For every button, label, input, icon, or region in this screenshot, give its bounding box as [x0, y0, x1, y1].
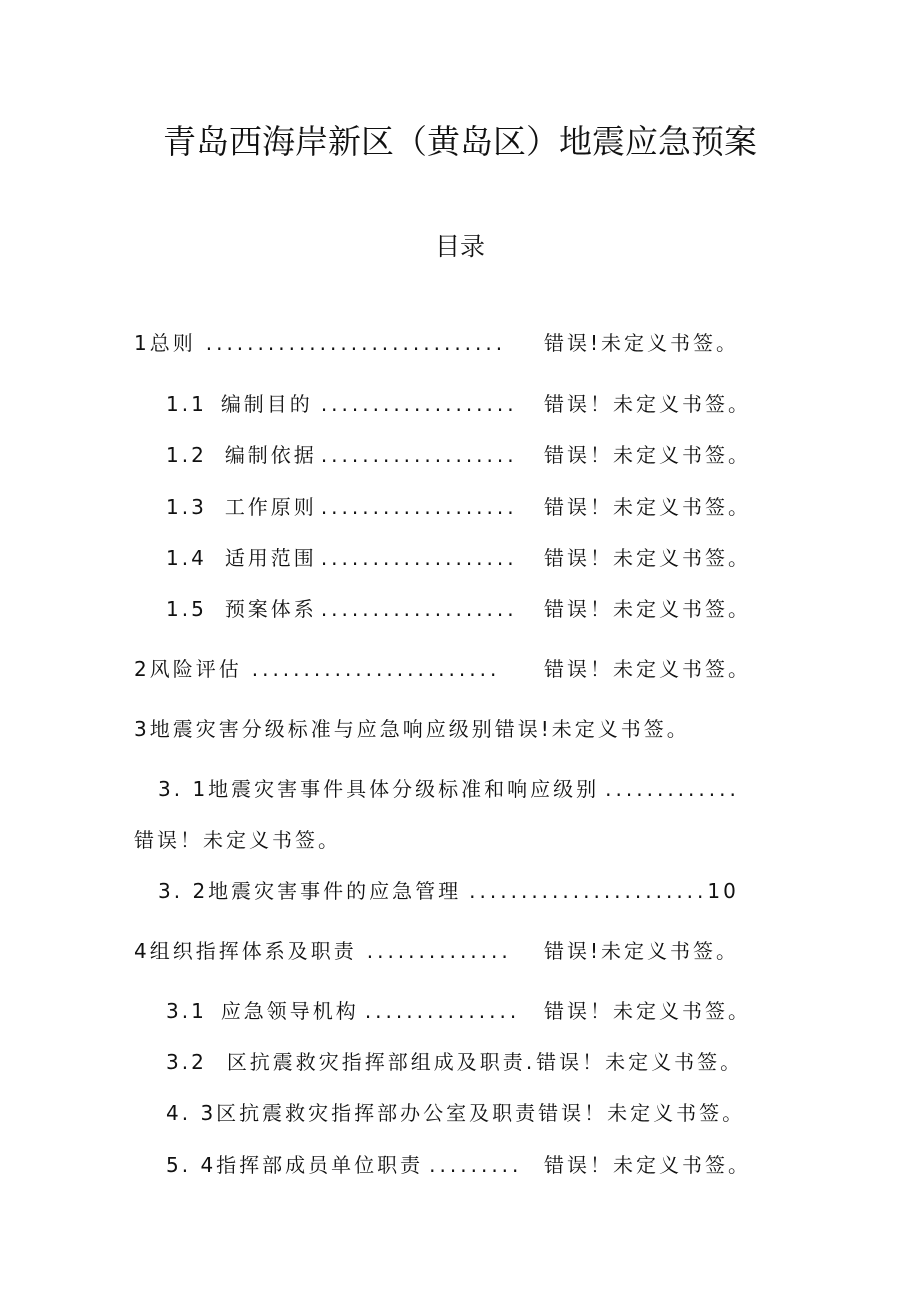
toc-entry-page-ref: 错误！未定义书签。	[544, 546, 751, 570]
toc-entry-leader: ...................	[320, 495, 518, 519]
toc-entry-1-3[interactable]	[166, 492, 751, 522]
toc-entry-page-ref: 错误！未定义书签。	[544, 657, 751, 681]
toc-entry-label: 地震灾害事件具体分级标准和响应级别	[208, 777, 600, 801]
toc-entry-number: 1.3	[166, 495, 207, 519]
toc-entry-leader: ...................	[320, 392, 518, 416]
toc-entry-leader: ...................	[320, 443, 518, 467]
toc-entry-number: 4	[134, 939, 150, 963]
toc-entry-1-4[interactable]	[166, 543, 751, 573]
toc-entry-label: 适用范围	[224, 546, 317, 570]
toc-entry-4-4[interactable]	[166, 1150, 751, 1180]
toc-entry-1-1[interactable]	[166, 389, 751, 419]
toc-entry-leader: .	[525, 1050, 537, 1074]
toc-entry-number: 1	[134, 331, 150, 355]
toc-entry-3[interactable]	[134, 714, 690, 744]
toc-entry-leader: .........	[429, 1153, 523, 1177]
toc-entry-3-1[interactable]	[158, 774, 740, 804]
toc-entry-page-ref: 错误!未定义书签。	[544, 331, 740, 355]
toc-entry-number: 1.4	[166, 546, 207, 570]
toc-entry-label: 预案体系	[224, 597, 317, 621]
toc-entry-1-2[interactable]	[166, 440, 751, 470]
toc-entry-number: 3. 1	[158, 777, 209, 801]
toc-entry-number: 1.2	[166, 443, 207, 467]
toc-entry-number: 5. 4	[166, 1153, 217, 1177]
toc-entry-label: 工作原则	[224, 495, 317, 519]
toc-entry-label: 风险评估	[149, 657, 242, 681]
toc-entry-label: 编制目的	[220, 392, 313, 416]
document-title: 青岛西海岸新区（黄岛区）地震应急预案	[163, 122, 757, 161]
toc-entry-number: 4. 3	[166, 1101, 217, 1125]
toc-entry-3-2[interactable]	[158, 876, 739, 906]
toc-entry-number: 3	[134, 717, 150, 741]
toc-entry-page-ref: 错误！未定义书签。	[544, 392, 751, 416]
toc-entry-leader: ...............	[364, 999, 521, 1023]
toc-entry-number: 3.1	[166, 999, 207, 1023]
toc-entry-page-ref: 错误!未定义书签。	[544, 939, 740, 963]
toc-entry-label: 编制依据	[224, 443, 317, 467]
toc-entry-4[interactable]	[134, 936, 740, 966]
toc-entry-number: 1.1	[166, 392, 207, 416]
toc-entry-label: 地震灾害事件的应急管理	[208, 879, 462, 903]
toc-entry-label: 应急领导机构	[220, 999, 359, 1023]
toc-entry-leader: ...................	[320, 597, 518, 621]
toc-entry-page-ref: 错误！未定义书签。	[544, 443, 751, 467]
toc-entry-leader: .......................	[469, 879, 708, 903]
toc-entry-page-ref: 错误！未定义书签。	[544, 1153, 751, 1177]
toc-entry-leader: .............................	[205, 331, 507, 355]
toc-entry-leader: ........................	[251, 657, 501, 681]
toc-entry-label: 总则	[149, 331, 196, 355]
toc-entry-page-ref: 错误！未定义书签。	[536, 1050, 744, 1074]
toc-entry-number: 2	[134, 657, 150, 681]
toc-entry-page-ref: 错误！未定义书签。	[544, 597, 751, 621]
toc-entry-leader: ..............	[366, 939, 512, 963]
toc-entry-4-2[interactable]	[166, 1047, 743, 1077]
toc-entry-leader: .............	[605, 777, 740, 801]
toc-entry-page-ref: 错误！未定义书签。	[544, 999, 751, 1023]
toc-entry-2[interactable]	[134, 654, 751, 684]
toc-entry-label: 地震灾害分级标准与应急响应级别	[149, 717, 495, 741]
toc-entry-3-1-page-ref[interactable]: 错误！未定义书签。	[134, 828, 341, 852]
toc-entry-label: 组织指挥体系及职责	[149, 939, 357, 963]
toc-entry-1[interactable]	[134, 328, 740, 358]
toc-entry-page-ref: 错误！未定义书签。	[538, 1101, 746, 1125]
toc-entry-1-5[interactable]	[166, 594, 751, 624]
toc-entry-number: 1.5	[166, 597, 207, 621]
toc-entry-label: 区抗震救灾指挥部组成及职责	[226, 1050, 526, 1074]
toc-entry-number: 3. 2	[158, 879, 209, 903]
toc-entry-leader: ...................	[320, 546, 518, 570]
toc-entry-page-ref: 错误!未定义书签。	[494, 717, 690, 741]
toc-entry-label: 区抗震救灾指挥部办公室及职责	[216, 1101, 539, 1125]
toc-entry-number: 3.2	[166, 1050, 207, 1074]
toc-heading: 目录	[434, 232, 485, 261]
toc-entry-4-1[interactable]	[166, 996, 751, 1026]
toc-entry-label: 指挥部成员单位职责	[216, 1153, 424, 1177]
toc-entry-page-ref: 10	[707, 879, 739, 903]
toc-entry-4-3[interactable]	[166, 1098, 745, 1128]
toc-entry-page-ref: 错误！未定义书签。	[544, 495, 751, 519]
